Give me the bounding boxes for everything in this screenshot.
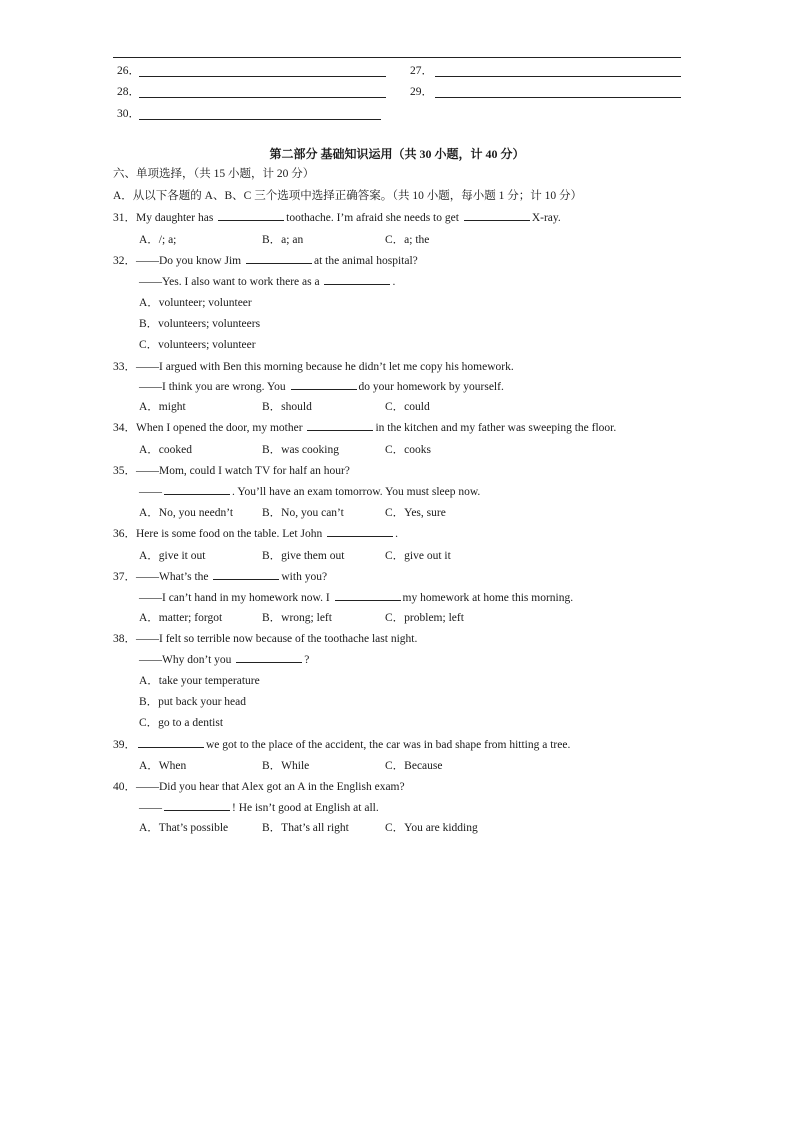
question-text: ——I think you are wrong. You — [139, 381, 289, 393]
answer-blank[interactable] — [335, 589, 401, 601]
option-a[interactable]: A．When — [139, 760, 187, 772]
answer-blank[interactable] — [324, 273, 390, 285]
option-c[interactable]: C．could — [385, 401, 430, 413]
question-text: ——Why don’t you — [139, 654, 235, 666]
answer-number: 30． — [117, 108, 140, 120]
question-text: my homework at home this morning. — [402, 592, 574, 604]
option-a[interactable]: A．That’s possible — [139, 822, 229, 834]
question-text: ——Yes. I also want to work there as a — [139, 276, 323, 288]
question-text: ? — [304, 654, 310, 666]
option-c[interactable]: C．volunteers; volunteer — [139, 339, 256, 351]
answer-blank[interactable] — [246, 252, 312, 264]
question-35: 35．——Mom, could I watch TV for half an hour? — [113, 465, 350, 477]
option-a[interactable]: A．might — [139, 401, 186, 413]
answer-blank[interactable] — [139, 76, 386, 77]
answer-line-26 — [117, 62, 387, 78]
option-a[interactable]: A．volunteer; volunteer — [139, 297, 252, 309]
question-text: ——I can’t hand in my homework now. I — [139, 592, 333, 604]
option-c[interactable]: C．a; the — [385, 234, 430, 246]
question-32-reply — [139, 273, 395, 288]
question-36 — [113, 525, 398, 541]
question-text: —— — [139, 486, 162, 498]
answer-number: 28． — [117, 86, 140, 98]
option-b[interactable]: B．While — [262, 760, 310, 772]
option-b[interactable]: B．give them out — [262, 550, 345, 562]
section-instructions: A．从以下各题的 A、B、C 三个选项中选择正确答案。（共 10 小题，每小题 1 分；计 10 分） — [113, 190, 582, 202]
question-text: do your homework by yourself. — [358, 381, 504, 393]
section-title: 第二部分 基础知识运用（共 30 小题，计 40 分） — [269, 147, 525, 161]
answer-number: 26． — [117, 65, 140, 77]
question-33: 33．——I argued with Ben this morning because he didn’t let me copy his homework. — [113, 361, 514, 373]
question-37 — [113, 568, 327, 584]
question-31 — [113, 209, 561, 225]
answer-blank[interactable] — [218, 209, 284, 221]
question-40: 40．——Did you hear that Alex got an A in the English exam? — [113, 781, 405, 793]
answer-blank[interactable] — [435, 97, 681, 98]
option-a[interactable]: A．/; a; — [139, 234, 177, 246]
option-a[interactable]: A．cooked — [139, 444, 193, 456]
question-33-reply — [139, 378, 504, 393]
answer-blank[interactable] — [435, 76, 681, 77]
option-b[interactable]: B．No, you can’t — [262, 507, 344, 519]
option-b[interactable]: B．volunteers; volunteers — [139, 318, 261, 330]
question-text: we got to the place of the accident, the car was in bad shape from hitting a tree. — [206, 739, 571, 751]
question-text: 36．Here is some food on the table. Let John — [113, 528, 326, 540]
option-c[interactable]: C．Yes, sure — [385, 507, 446, 519]
question-text: in the kitchen and my father was sweeping the floor. — [375, 422, 617, 434]
answer-blank[interactable] — [291, 378, 357, 390]
answer-number: 27． — [410, 65, 433, 77]
option-c[interactable]: C．go to a dentist — [139, 717, 224, 729]
option-c[interactable]: C．Because — [385, 760, 443, 772]
question-text: 34．When I opened the door, my mother — [113, 422, 306, 434]
question-34 — [113, 419, 616, 435]
question-text: 31．My daughter has — [113, 212, 217, 224]
answer-blank[interactable] — [139, 119, 381, 120]
answer-blank[interactable] — [164, 799, 230, 811]
top-rule — [113, 57, 681, 58]
answer-blank[interactable] — [138, 736, 204, 748]
option-b[interactable]: B．a; an — [262, 234, 304, 246]
option-a[interactable]: A．No, you needn’t — [139, 507, 234, 519]
question-32 — [113, 252, 418, 268]
answer-number: 29． — [410, 86, 433, 98]
answer-blank[interactable] — [164, 483, 230, 495]
question-38-reply — [139, 651, 309, 666]
question-text: 39． — [113, 739, 136, 751]
question-38: 38．——I felt so terrible now because of the toothache last night. — [113, 633, 418, 645]
question-text: . — [392, 276, 396, 288]
option-b[interactable]: B．That’s all right — [262, 822, 349, 834]
option-b[interactable]: B．put back your head — [139, 696, 246, 708]
question-35-reply — [139, 483, 480, 498]
option-c[interactable]: C．give out it — [385, 550, 451, 562]
section-subtitle: 六、单项选择，（共 15 小题，计 20 分） — [113, 168, 315, 180]
option-a[interactable]: A．take your temperature — [139, 675, 260, 687]
question-text: ! He isn’t good at English at all. — [232, 802, 379, 814]
answer-blank[interactable] — [139, 97, 386, 98]
question-text: with you? — [281, 571, 328, 583]
option-c[interactable]: C．cooks — [385, 444, 431, 456]
option-b[interactable]: B．should — [262, 401, 312, 413]
answer-line-29 — [410, 83, 682, 99]
answer-line-30 — [117, 105, 382, 121]
answer-line-27 — [410, 62, 682, 78]
answer-line-28 — [117, 83, 387, 99]
answer-blank[interactable] — [327, 525, 393, 537]
option-a[interactable]: A．matter; forgot — [139, 612, 223, 624]
question-text: 37．——What’s the — [113, 571, 212, 583]
answer-blank[interactable] — [213, 568, 279, 580]
question-text: —— — [139, 802, 162, 814]
option-c[interactable]: C．problem; left — [385, 612, 464, 624]
option-a[interactable]: A．give it out — [139, 550, 206, 562]
question-text: 32．——Do you know Jim — [113, 255, 244, 267]
option-c[interactable]: C．You are kidding — [385, 822, 478, 834]
question-text: at the animal hospital? — [313, 255, 418, 267]
answer-blank[interactable] — [464, 209, 530, 221]
question-39 — [113, 736, 570, 752]
option-b[interactable]: B．wrong; left — [262, 612, 332, 624]
question-text: . — [395, 528, 398, 540]
question-text: . You’ll have an exam tomorrow. You must sleep now. — [232, 486, 481, 498]
question-37-reply — [139, 589, 573, 604]
option-b[interactable]: B．was cooking — [262, 444, 339, 456]
answer-blank[interactable] — [307, 419, 373, 431]
question-40-reply — [139, 799, 379, 814]
answer-blank[interactable] — [236, 651, 302, 663]
question-text: X-ray. — [531, 212, 561, 224]
question-text: toothache. I’m afraid she needs to get — [286, 212, 462, 224]
